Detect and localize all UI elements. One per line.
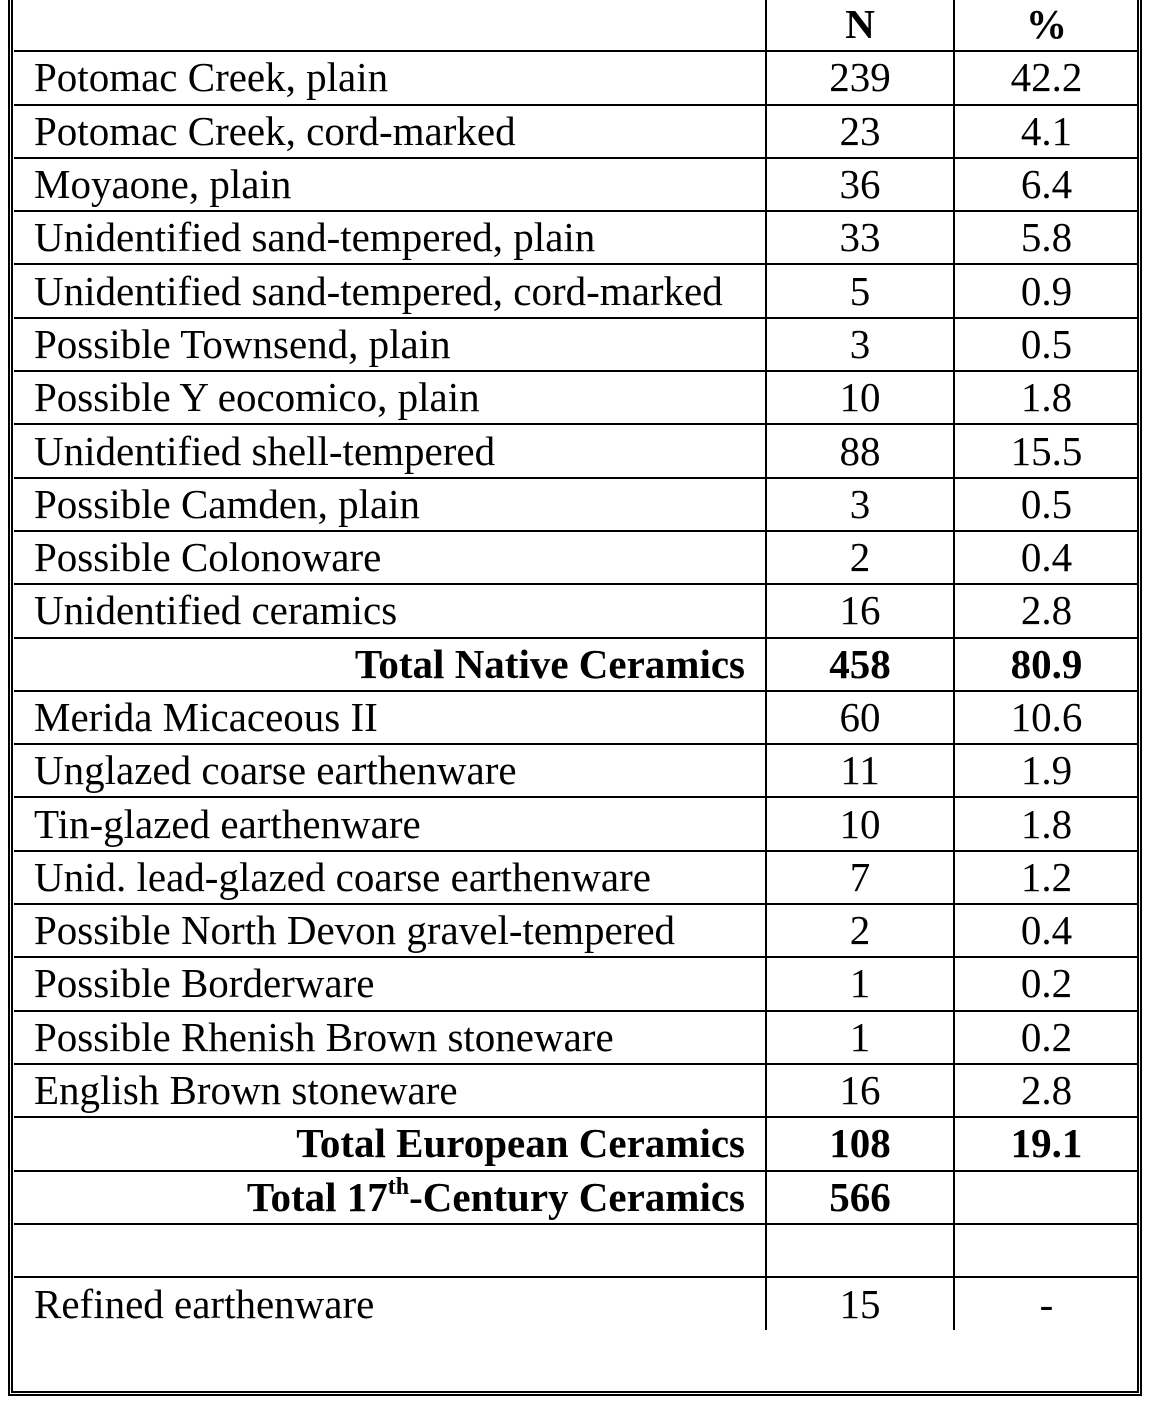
category-cell: Total European Ceramics [14,1117,766,1170]
table-row [14,1277,1138,1330]
count-cell: 36 [766,158,954,211]
category-cell: English Brown stoneware [14,1064,766,1117]
percent-cell: 4.1 [954,105,1138,158]
category-cell: Possible Y eocomico, plain [14,371,766,424]
count-cell: 1 [766,957,954,1010]
table-row [14,51,1138,104]
category-label-superscript: th [387,1173,410,1200]
table-row [14,105,1138,158]
category-cell: Possible Camden, plain [14,478,766,531]
table-total-row [14,1117,1138,1170]
percent-cell: 19.1 [954,1117,1138,1170]
percent-cell: 1.9 [954,744,1138,797]
count-cell: 566 [766,1171,954,1224]
count-cell: 15 [766,1277,954,1330]
count-cell: 60 [766,691,954,744]
ceramics-table [14,0,1138,1330]
count-cell: 1 [766,1011,954,1064]
table-row [14,1064,1138,1117]
count-cell: 2 [766,904,954,957]
category-cell: Unglazed coarse earthenware [14,744,766,797]
category-cell: Potomac Creek, plain [14,51,766,104]
table-row [14,744,1138,797]
table-row [14,424,1138,477]
percent-cell: - [954,1277,1138,1330]
category-cell: Possible Townsend, plain [14,318,766,371]
table-row [14,957,1138,1010]
category-cell: Possible North Devon gravel-tempered [14,904,766,957]
count-cell: 3 [766,318,954,371]
percent-cell: 1.2 [954,851,1138,904]
header-n-cell: N [766,0,954,51]
table-row [14,478,1138,531]
table-row [14,158,1138,211]
count-cell: 5 [766,264,954,317]
count-cell: 16 [766,1064,954,1117]
percent-cell: 0.5 [954,318,1138,371]
count-cell: 10 [766,371,954,424]
table-total-row [14,1171,1138,1224]
count-cell [766,1224,954,1277]
category-cell: Refined earthenware [14,1277,766,1330]
table-total-row [14,638,1138,691]
percent-cell: 0.9 [954,264,1138,317]
category-cell: Unidentified shell-tempered [14,424,766,477]
table-row [14,851,1138,904]
category-cell: Possible Rhenish Brown stoneware [14,1011,766,1064]
table-row [14,371,1138,424]
count-cell: 3 [766,478,954,531]
count-cell: 2 [766,531,954,584]
table-row [14,318,1138,371]
percent-cell: 5.8 [954,211,1138,264]
count-cell: 458 [766,638,954,691]
table-row [14,211,1138,264]
percent-cell: 0.5 [954,478,1138,531]
table-row [14,1011,1138,1064]
table-row [14,584,1138,637]
category-label-prefix: Total 17 [246,1173,388,1220]
category-cell: Unid. lead-glazed coarse earthenware [14,851,766,904]
count-cell: 10 [766,797,954,850]
category-cell: Unidentified sand-tempered, cord-marked [14,264,766,317]
percent-cell: 0.4 [954,531,1138,584]
count-cell: 16 [766,584,954,637]
category-cell: Moyaone, plain [14,158,766,211]
category-cell: Possible Colonoware [14,531,766,584]
percent-cell [954,1171,1138,1224]
count-cell: 88 [766,424,954,477]
table-row [14,691,1138,744]
category-cell: Unidentified ceramics [14,584,766,637]
category-cell [14,1224,766,1277]
table-row [14,264,1138,317]
percent-cell: 80.9 [954,638,1138,691]
percent-cell: 1.8 [954,797,1138,850]
count-cell: 11 [766,744,954,797]
count-cell: 33 [766,211,954,264]
percent-cell: 15.5 [954,424,1138,477]
percent-cell: 0.4 [954,904,1138,957]
category-cell: Total Native Ceramics [14,638,766,691]
category-label-suffix: -Century Ceramics [409,1173,745,1220]
percent-cell: 0.2 [954,1011,1138,1064]
table-row [14,1224,1138,1277]
table-row [14,797,1138,850]
table-row [14,531,1138,584]
header-pct-cell: % [954,0,1138,51]
percent-cell: 10.6 [954,691,1138,744]
percent-cell: 2.8 [954,584,1138,637]
count-cell: 23 [766,105,954,158]
percent-cell: 42.2 [954,51,1138,104]
table-header-row [14,0,1138,51]
category-cell: Possible Borderware [14,957,766,1010]
percent-cell [954,1224,1138,1277]
category-cell: Tin-glazed earthenware [14,797,766,850]
category-cell: Unidentified sand-tempered, plain [14,211,766,264]
percent-cell: 2.8 [954,1064,1138,1117]
count-cell: 108 [766,1117,954,1170]
percent-cell: 6.4 [954,158,1138,211]
count-cell: 7 [766,851,954,904]
header-label-cell [14,0,766,51]
category-cell [14,1171,766,1224]
count-cell: 239 [766,51,954,104]
table-row [14,904,1138,957]
percent-cell: 1.8 [954,371,1138,424]
percent-cell: 0.2 [954,957,1138,1010]
category-cell: Merida Micaceous II [14,691,766,744]
category-cell: Potomac Creek, cord-marked [14,105,766,158]
